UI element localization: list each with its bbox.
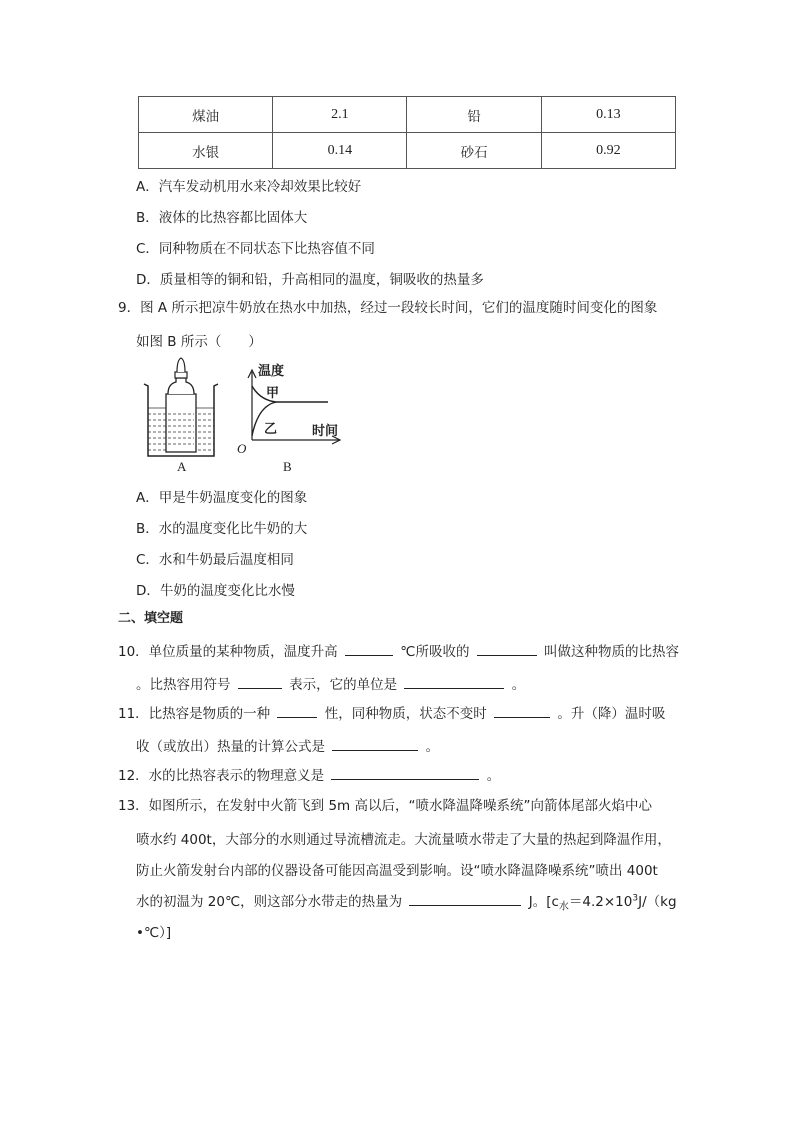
table-cell: 2.1 (273, 97, 407, 133)
answer-blank[interactable] (332, 737, 418, 751)
figure-a-label: A (177, 459, 187, 474)
q13-line5: •℃）] (136, 925, 172, 941)
table-row (139, 133, 676, 169)
q12-line: 12．水的比热容表示的物理意义是 。 (118, 768, 501, 784)
q10-line2: 。比热容用符号 表示，它的单位是 。 (136, 677, 526, 693)
answer-blank[interactable] (494, 704, 550, 718)
table-cell: 0.92 (541, 133, 675, 169)
q11-line2: 收（或放出）热量的计算公式是 。 (136, 739, 440, 755)
answer-blank[interactable] (477, 642, 537, 656)
table-cell: 煤油 (139, 97, 273, 133)
q9-option-b: B．水的温度变化比牛奶的大 (136, 521, 308, 537)
curve-bottom-label: 乙 (264, 422, 278, 437)
table-cell: 砂石 (407, 133, 541, 169)
table-row (139, 97, 676, 133)
table-cell: 0.13 (541, 97, 675, 133)
curve-top-label: 甲 (266, 386, 280, 401)
q9-option-d: D．牛奶的温度变化比水慢 (136, 583, 295, 599)
q9-stem-line1: 9．图 A 所示把凉牛奶放在热水中加热，经过一段较长时间，它们的温度随时间变化的图象 (118, 300, 658, 316)
origin-label: O (237, 441, 247, 456)
table-cell: 0.14 (273, 133, 407, 169)
curve-jia (252, 386, 328, 402)
q9-option-c: C．水和牛奶最后温度相同 (136, 552, 294, 568)
answer-blank[interactable] (404, 675, 504, 689)
q13-line3: 防止火箭发射台内部的仪器设备可能因高温受到影响。设“喷水降温降噪系统”喷出 400t (136, 863, 658, 879)
answer-blank[interactable] (238, 675, 282, 689)
q11-line1: 11．比热容是物质的一种 性，同种物质，状态不变时 。升（降）温时吸 (118, 706, 666, 722)
answer-blank[interactable] (409, 892, 521, 906)
answer-blank[interactable] (277, 704, 317, 718)
table-cell: 铅 (407, 97, 541, 133)
beaker-figure (140, 356, 222, 476)
q8-option-c: C．同种物质在不同状态下比热容值不同 (136, 241, 375, 257)
q10-line1: 10．单位质量的某种物质，温度升高 ℃所吸收的 叫做这种物质的比热容 (118, 644, 680, 660)
q8-option-d: D．质量相等的铜和铅，升高相同的温度，铜吸收的热量多 (136, 272, 484, 288)
q8-option-b: B．液体的比热容都比固体大 (136, 210, 308, 226)
answer-blank[interactable] (345, 642, 393, 656)
x-axis-label: 时间 (312, 424, 339, 439)
section-title: 二、填空题 (118, 611, 184, 626)
q13-line4: 水的初温为 20℃，则这部分水带走的热量为 J。[$c_水=4.2\times 10^3J/(kg$ (136, 893, 677, 913)
q9-option-a: A．甲是牛奶温度变化的图象 (136, 490, 308, 506)
y-axis-label: 温度 (258, 364, 285, 379)
figure-b-label: B (283, 459, 292, 474)
q8-option-a: A．汽车发动机用水来冷却效果比较好 (136, 179, 362, 195)
q13-line1: 13．如图所示，在发射中火箭飞到 5m 高以后，“喷水降温降噪系统”向箭体尾部火焰中心 (118, 798, 652, 814)
q13-line2: 喷水约 400t，大部分的水则通过导流槽流走。大流量喷水带走了大量的热起到降温作用， (136, 832, 671, 848)
answer-blank[interactable] (331, 766, 479, 780)
specific-heat-table (138, 96, 676, 169)
table-cell: 水银 (139, 133, 273, 169)
q9-stem-line2: 如图 B 所示（ ） (136, 334, 262, 350)
